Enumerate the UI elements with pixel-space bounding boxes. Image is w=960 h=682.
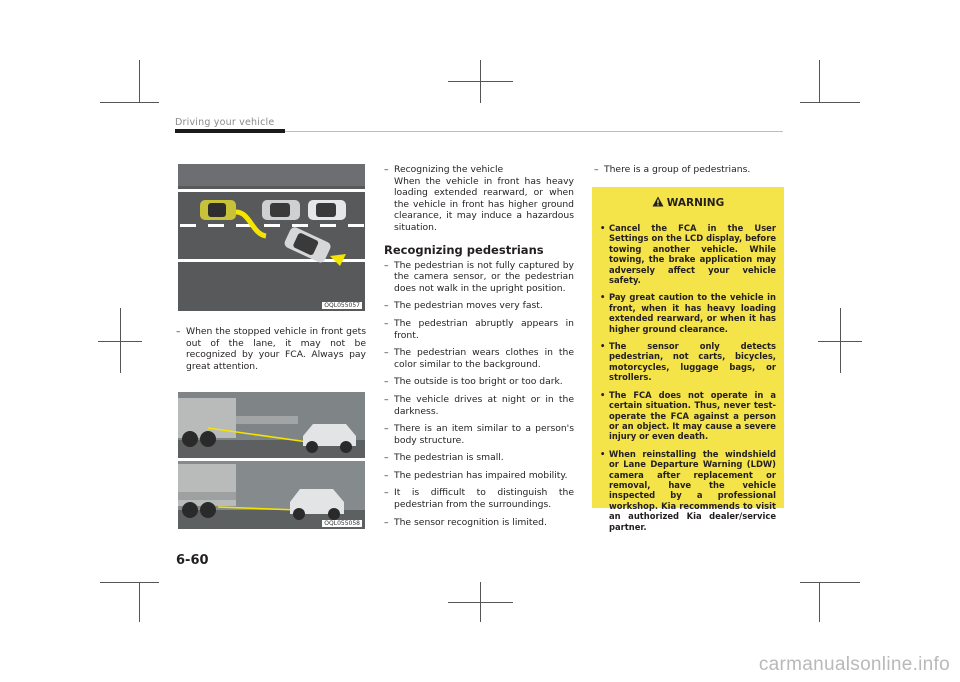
list-item: – Recognizing the vehicle bbox=[384, 164, 574, 176]
page-number: 6-60 bbox=[176, 553, 209, 568]
list-item-detail: When the vehicle in front has heavy loading extended rearward, or when the vehicle in front has higher ground clearance, it may induce a hazardous situation. bbox=[394, 175, 574, 233]
warning-title bbox=[592, 196, 784, 209]
list-item: – The sensor recognition is limited. bbox=[384, 517, 574, 529]
warning-icon bbox=[652, 196, 664, 207]
list-item: – The vehicle drives at night or in the darkness. bbox=[384, 394, 574, 417]
list-item: – There is an item similar to a person's body structure. bbox=[384, 423, 574, 446]
warning-box bbox=[592, 187, 784, 532]
list-item: – The pedestrian is small. bbox=[384, 452, 574, 464]
list-item: – When the stopped vehicle in front gets out of the lane, it may not be recognized by your FCA. Always pay great attention. bbox=[176, 326, 366, 372]
warning-list bbox=[600, 223, 776, 539]
figure-truck-load bbox=[178, 392, 365, 529]
warning-item: • Pay great caution to the vehicle in front, when it has heavy loading extended rearward, or when it has higher ground clearance. bbox=[600, 292, 776, 334]
list-item: – The pedestrian moves very fast. bbox=[384, 300, 574, 312]
lane-change-illustration bbox=[178, 164, 365, 311]
extended-load-top bbox=[236, 416, 298, 424]
list-item: – There is a group of pedestrians. bbox=[594, 164, 784, 176]
list-item: – The pedestrian wears clothes in the color similar to the background. bbox=[384, 347, 574, 370]
middle-column bbox=[384, 164, 574, 534]
list-item: – The pedestrian abruptly appears in front. bbox=[384, 318, 574, 341]
section-heading: Recognizing pedestrians bbox=[384, 242, 544, 257]
warning-item: • Cancel the FCA in the User Settings on the LCD display, before towing another vehicle. While towing, the brake application may adversely affect your vehicle safety. bbox=[600, 223, 776, 285]
white-car-lead bbox=[308, 200, 346, 220]
list-item: – The outside is too bright or too dark. bbox=[384, 376, 574, 388]
list-item: – The pedestrian is not fully captured by the camera sensor, or the pedestrian does not walk in the upright position. bbox=[384, 260, 574, 295]
watermark[interactable]: carmanualsonline.info bbox=[758, 654, 950, 675]
figure-code: OQL055058 bbox=[324, 520, 360, 527]
warning-item: • The sensor only detects pedestrian, not carts, bicycles, motorcycles, luggage bags, or strollers. bbox=[600, 341, 776, 383]
figure-code: OQL055057 bbox=[324, 302, 360, 309]
section-header: Driving your vehicle bbox=[175, 117, 275, 128]
left-column bbox=[176, 326, 366, 378]
list-item: – The pedestrian has impaired mobility. bbox=[384, 470, 574, 482]
truck-load-illustration bbox=[178, 392, 365, 529]
yellow-car bbox=[200, 200, 236, 220]
header-bar bbox=[175, 129, 285, 133]
warning-item: • When reinstalling the windshield or Lane Departure Warning (LDW) camera after replacement or removal, have the vehicle inspected by a professional workshop. Kia recommends to visit an authorized Kia dealer/service partner. bbox=[600, 449, 776, 532]
list-item: – It is difficult to distinguish the pedestrian from the surroundings. bbox=[384, 487, 574, 510]
warning-item: • The FCA does not operate in a certain situation. Thus, never test-operate the FCA against a person or an object. It may cause a severe injury or even death. bbox=[600, 390, 776, 442]
warning-title-text: WARNING bbox=[666, 197, 725, 209]
header-rule bbox=[285, 131, 783, 132]
silver-car-front bbox=[262, 200, 300, 220]
right-column bbox=[594, 164, 784, 182]
figure-lane-change bbox=[178, 164, 365, 311]
